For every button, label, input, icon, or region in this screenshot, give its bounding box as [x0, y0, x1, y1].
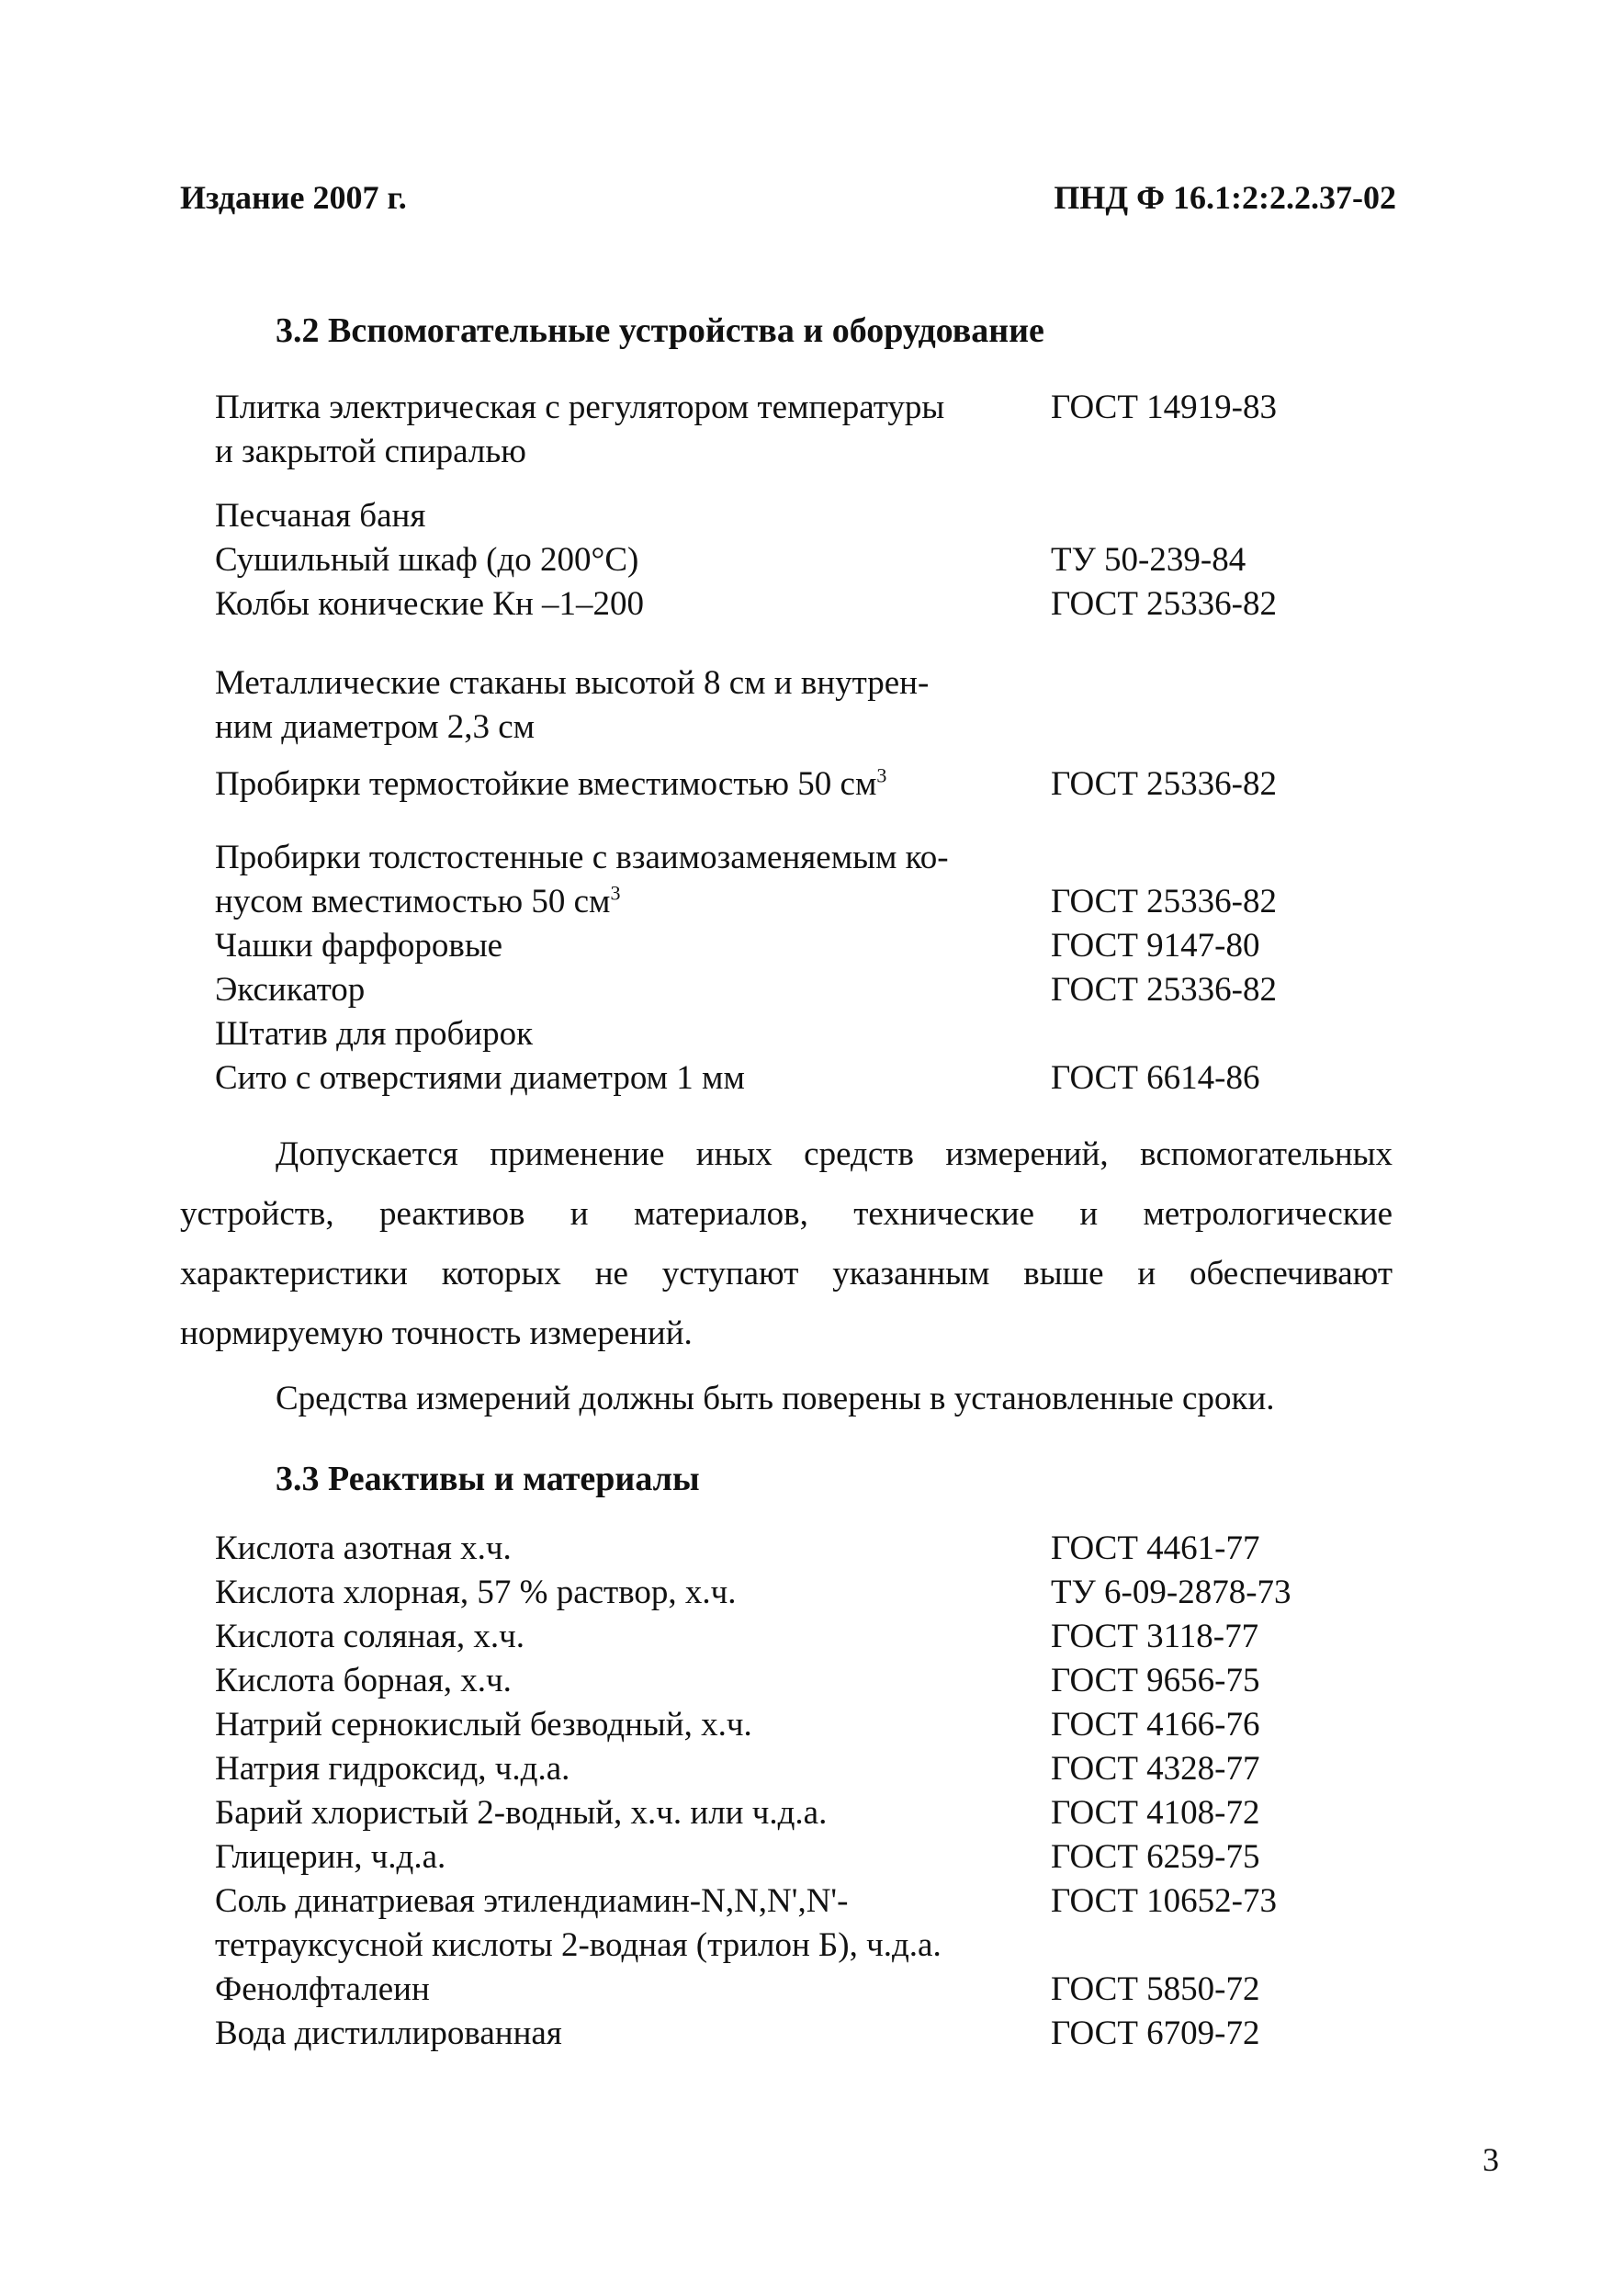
list-item — [215, 1661, 1336, 1705]
item-name: Кислота соляная, х.ч. — [215, 1618, 524, 1655]
verification-paragraph: Средства измерений должны быть поверены в установленные сроки. — [276, 1380, 1275, 1417]
item-code: ТУ 6-09-2878-73 — [1051, 1574, 1291, 1611]
item-code: ГОСТ 9147-80 — [1051, 927, 1260, 965]
item-code: ТУ 50-239-84 — [1051, 541, 1246, 579]
item-code: ГОСТ 25336-82 — [1051, 971, 1277, 1009]
item-name: нусом вместимостью 50 $см^3$ — [215, 881, 621, 920]
item-code: ГОСТ 10652-73 — [1051, 1882, 1277, 1920]
superscript: 3 — [610, 881, 621, 905]
list-item — [215, 1925, 1336, 1970]
page-number: 3 — [1483, 2141, 1499, 2178]
item-code: ГОСТ 3118-77 — [1051, 1618, 1259, 1655]
item-name: Чашки фарфоровые — [215, 927, 503, 965]
list-item — [215, 970, 1336, 1014]
item-name: Кислота борная, х.ч. — [215, 1662, 512, 1699]
item-code: ГОСТ 6259-75 — [1051, 1838, 1260, 1876]
item-name: Песчаная баня — [215, 497, 426, 535]
item-name: Пробирки толстостенные с взаимозаменяемым ко- — [215, 839, 949, 876]
item-name: Сушильный шкаф (до 200°С) — [215, 541, 639, 579]
list-item — [215, 663, 1336, 707]
list-item — [215, 882, 1336, 926]
item-code: ГОСТ 4108-72 — [1051, 1794, 1260, 1832]
list-item — [215, 2014, 1336, 2058]
item-name: Вода дистиллированная — [215, 2015, 562, 2052]
item-name: Глицерин, ч.д.а. — [215, 1838, 446, 1876]
document-code: ПНД Ф 16.1:2:2.2.37-02 — [1054, 179, 1396, 216]
item-code: ГОСТ 25336-82 — [1051, 765, 1277, 803]
edition-label: Издание 2007 г. — [180, 179, 407, 216]
list-item — [215, 388, 1336, 432]
list-item — [215, 1837, 1336, 1881]
list-item — [215, 1014, 1336, 1058]
item-code: ГОСТ 6709-72 — [1051, 2015, 1260, 2052]
item-code: ГОСТ 6614-86 — [1051, 1059, 1260, 1097]
list-item — [215, 1970, 1336, 2014]
item-name: Кислота хлорная, 57 % раствор, х.ч. — [215, 1574, 737, 1611]
item-code: ГОСТ 4328-77 — [1051, 1750, 1260, 1788]
allowance-paragraph: Допускается применение иных средств измерений, вспомогательных устройств, реактивов и материалов, технические и метрологические характеристики которых не уступают указанным выше и обеспечивают нормируемую точность измерений. — [180, 1135, 1393, 1352]
item-code: ГОСТ 4166-76 — [1051, 1706, 1260, 1744]
list-item — [215, 1573, 1336, 1617]
item-name: Натрий сернокислый безводный, х.ч. — [215, 1706, 752, 1744]
item-name: ним диаметром 2,3 см — [215, 708, 536, 746]
item-name: Штатив для пробирок — [215, 1015, 534, 1053]
item-code: ГОСТ 25336-82 — [1051, 883, 1277, 920]
list-item — [215, 540, 1336, 584]
section-3-3-title: 3.3 Реактивы и материалы — [276, 1460, 700, 1498]
item-name: тетрауксусной кислоты 2-водная (трилон Б), ч.д.а. — [215, 1926, 942, 1964]
section-3-2-title: 3.2 Вспомогательные устройства и оборудование — [276, 311, 1044, 350]
item-name: Кислота азотная х.ч. — [215, 1529, 512, 1567]
item-code: ГОСТ 4461-77 — [1051, 1529, 1260, 1567]
item-name: Металлические стаканы высотой 8 см и внутрен- — [215, 664, 930, 702]
item-name: Сито с отверстиями диаметром 1 мм — [215, 1059, 745, 1097]
item-name: Колбы конические Кн –1–200 — [215, 585, 644, 623]
item-name: Эксикатор — [215, 971, 366, 1009]
item-name: Барий хлористый 2-водный, х.ч. или ч.д.а. — [215, 1794, 828, 1832]
list-item — [215, 584, 1336, 628]
item-name: Пробирки термостойкие вместимостью 50 $см^3$ — [215, 763, 887, 803]
list-item — [215, 1793, 1336, 1837]
list-item — [215, 764, 1336, 808]
item-name: и закрытой спиралью — [215, 433, 526, 470]
item-code: ГОСТ 5850-72 — [1051, 1970, 1260, 2008]
list-item — [215, 838, 1336, 882]
item-name: Натрия гидроксид, ч.д.а. — [215, 1750, 570, 1788]
item-code: ГОСТ 14919-83 — [1051, 389, 1277, 426]
item-code: ГОСТ 25336-82 — [1051, 585, 1277, 623]
list-item — [215, 1705, 1336, 1749]
item-code: ГОСТ 9656-75 — [1051, 1662, 1260, 1699]
list-item — [215, 926, 1336, 970]
list-item — [215, 1881, 1336, 1925]
superscript: 3 — [876, 763, 887, 787]
item-name: Плитка электрическая с регулятором температуры — [215, 389, 945, 426]
item-name: Соль динатриевая этилендиамин-N,N,N',N'- — [215, 1882, 849, 1920]
list-item — [215, 1058, 1336, 1102]
list-item — [215, 1617, 1336, 1661]
list-item — [215, 1529, 1336, 1573]
item-name: Фенолфталеин — [215, 1970, 430, 2008]
list-item — [215, 496, 1336, 540]
list-item — [215, 1749, 1336, 1793]
list-item — [215, 707, 1336, 751]
list-item — [215, 432, 1336, 476]
